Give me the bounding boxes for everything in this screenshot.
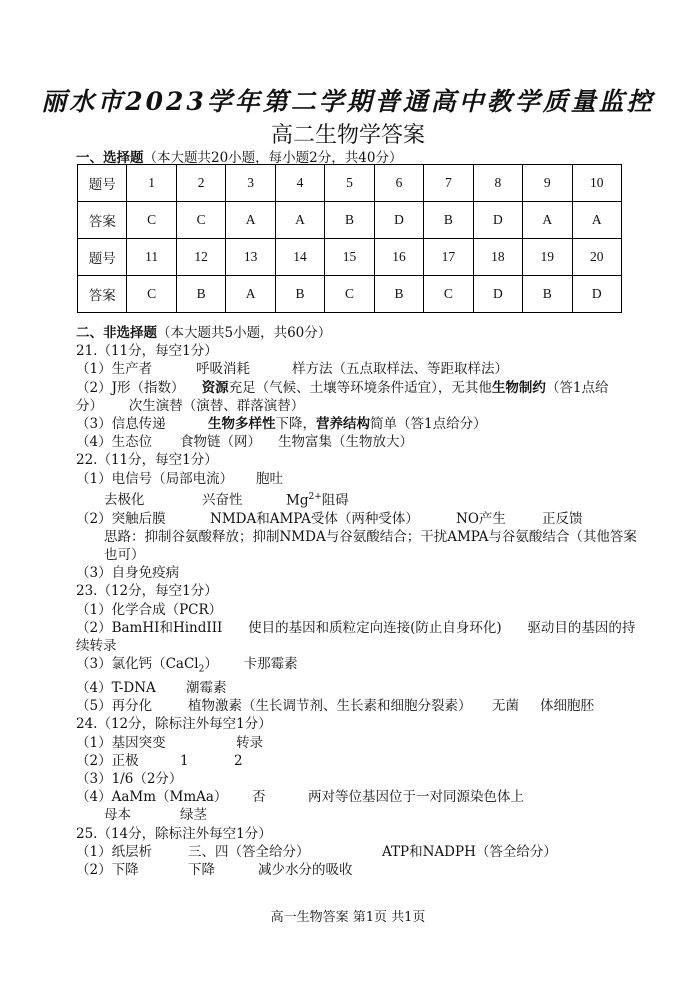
table-cell: C	[325, 276, 374, 313]
q21-line4: （4）生态位 食物链（网） 生物富集（生物放大）	[76, 434, 413, 451]
q22-heading: 22.（11分，每空1分）	[76, 452, 218, 469]
table-cell: B	[424, 202, 473, 239]
table-cell: B	[523, 276, 572, 313]
table-cell: C	[424, 276, 473, 313]
row-label: 答案	[78, 276, 127, 313]
q24-line5: 母本 绿茎	[104, 807, 207, 824]
table-cell: 14	[275, 239, 324, 276]
table-row-numbers-1	[78, 165, 622, 202]
q24-line1: （1）基因突变 转录	[76, 734, 263, 751]
table-cell: 6	[374, 165, 423, 202]
table-cell: 4	[275, 165, 324, 202]
table-cell: B	[374, 276, 423, 313]
exam-title: 丽水市2023学年第二学期普通高中教学质量监控	[41, 87, 655, 116]
table-cell: 5	[325, 165, 374, 202]
q22-line2: 去极化 兴奋性 $Mg^{2+}$阻碍	[104, 491, 349, 509]
table-cell: 10	[572, 165, 621, 202]
q21-heading: 21.（11分，每空1分）	[76, 343, 218, 360]
table-cell: 3	[226, 165, 275, 202]
q21-line1: （1）生产者 呼吸消耗 样方法（五点取样法、等距取样法）	[76, 361, 508, 378]
table-cell: A	[226, 202, 275, 239]
table-cell: 19	[523, 239, 572, 276]
table-cell: D	[572, 276, 621, 313]
section2-heading: 二、非选择题（本大题共5小题，共60分）	[76, 325, 332, 341]
table-cell: D	[473, 202, 522, 239]
table-cell: D	[374, 202, 423, 239]
q22-line3: （2）突触后膜 NMDA和AMPA受体（两种受体） NO产生 正反馈	[76, 510, 583, 527]
table-cell: C	[176, 202, 225, 239]
q23-line1: （1）化学合成（PCR）	[76, 601, 223, 618]
table-cell: A	[275, 202, 324, 239]
q24-line3: （3）1/6（2分）	[76, 771, 183, 788]
table-cell: 17	[424, 239, 473, 276]
page-footer: 高一生物答案 第1页 共1页	[270, 910, 426, 925]
answer-table	[77, 164, 622, 313]
section1-heading: 一、选择题（本大题共20小题，每小题2分，共40分）	[76, 150, 403, 166]
q23-heading: 23.（12分，每空1分）	[76, 583, 218, 600]
table-row-answers-2	[78, 276, 622, 313]
table-cell: 7	[424, 165, 473, 202]
q25-line2: （2）下降 下降 减少水分的吸收	[76, 862, 353, 879]
table-cell: 12	[176, 239, 225, 276]
table-row-answers-1	[78, 202, 622, 239]
q24-line4: （4）AaMm（MmAa） 否 两对等位基因位于一对同源染色体上	[76, 789, 524, 806]
table-cell: A	[572, 202, 621, 239]
q24-line2: （2）正极 1 2	[76, 752, 243, 769]
q25-line1: （1）纸层析 三、四（答全给分） ATP和NADPH（答全给分）	[76, 843, 557, 860]
table-cell: D	[473, 276, 522, 313]
q22-line5: （3）自身免疫病	[76, 565, 180, 582]
table-cell: 1	[127, 165, 176, 202]
table-cell: C	[127, 202, 176, 239]
q21-line3: （3）信息传递 生物多样性下降，营养结构简单（答1点给分）	[76, 416, 487, 433]
table-cell: 9	[523, 165, 572, 202]
q21-line2: （2）J形（指数） 资源充足（气候、土壤等环境条件适宜），无其他生物制约（答1点给分） 次生演替（演替、群落演替）	[76, 379, 609, 414]
table-cell: B	[176, 276, 225, 313]
q23-line4: （4）T-DNA 潮霉素	[76, 680, 227, 697]
table-cell: B	[325, 202, 374, 239]
q23-line5: （5）再分化 植物激素（生长调节剂、生长素和细胞分裂素） 无菌 体细胞胚	[76, 698, 594, 715]
table-cell: A	[226, 276, 275, 313]
q25-heading: 25.（14分，除标注外每空1分）	[76, 825, 272, 842]
table-cell: A	[523, 202, 572, 239]
q24-heading: 24.（12分，除标注外每空1分）	[76, 716, 272, 733]
table-row-numbers-2	[78, 239, 622, 276]
q22-line1: （1）电信号（局部电流） 胞吐	[76, 470, 283, 487]
table-cell: 18	[473, 239, 522, 276]
row-label: 题号	[78, 239, 127, 276]
table-cell: B	[275, 276, 324, 313]
table-cell: 2	[176, 165, 225, 202]
table-cell: 11	[127, 239, 176, 276]
table-cell: 15	[325, 239, 374, 276]
table-cell: 8	[473, 165, 522, 202]
q22-line4: 思路：抑制谷氨酸释放；抑制NMDA与谷氨酸结合；干扰AMPA与谷氨酸结合（其他答案也可）	[104, 528, 637, 563]
table-cell: 13	[226, 239, 275, 276]
table-cell: 16	[374, 239, 423, 276]
q23-line2: （2）BamHI和HindIII 使目的基因和质粒定向连接(防止自身环化) 驱动目的基因的持续转录	[76, 619, 636, 654]
answer-subtitle: 高二生物学答案	[270, 123, 425, 148]
row-label: 答案	[78, 202, 127, 239]
table-cell: C	[127, 276, 176, 313]
table-cell: 20	[572, 239, 621, 276]
row-label: 题号	[78, 165, 127, 202]
q23-line3: （3）氯化钙（CaCl$_2$） 卡那霉素	[76, 656, 298, 675]
section2-body	[76, 324, 636, 879]
